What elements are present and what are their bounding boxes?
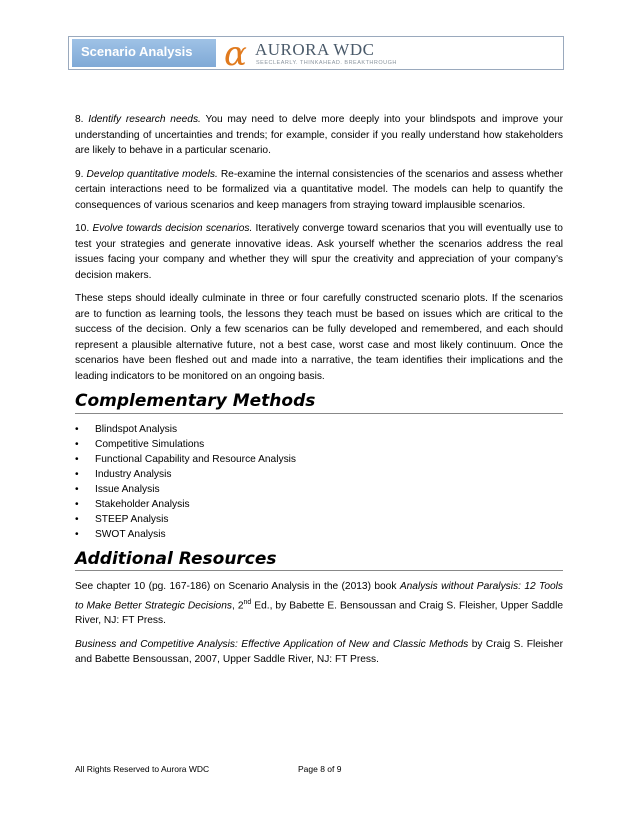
reference-title: Business and Competitive Analysis: Effective Application of New and Classic Methods: [75, 638, 469, 650]
step-title: Identify research needs.: [88, 114, 201, 125]
bullet-icon: •: [75, 528, 79, 540]
aurora-logo: [222, 34, 412, 74]
alpha-logo-icon: α: [224, 34, 247, 74]
step-9: [75, 167, 563, 214]
list-item-label: Functional Capability and Resource Analysis: [95, 453, 297, 465]
complementary-methods-list: [75, 422, 563, 542]
list-item: [75, 467, 563, 482]
list-item-label: Issue Analysis: [95, 483, 160, 495]
list-item-label: Industry Analysis: [95, 468, 172, 480]
list-item-label: Stakeholder Analysis: [95, 498, 190, 510]
step-title: Evolve towards decision scenarios.: [92, 223, 253, 234]
additional-resources-heading: Additional Resources: [75, 552, 563, 572]
list-item: [75, 497, 563, 512]
list-item-label: Blindspot Analysis: [95, 423, 178, 435]
logo-name: AURORA WDC: [255, 40, 375, 59]
reference-suffix: Ed., by Babette E. Bensoussan and Craig S. Fleisher, Upper Saddle River, NJ: FT Press.: [75, 599, 563, 627]
logo-tagline: SEECLEARLY. THINKAHEAD. BREAKTHROUGH: [256, 60, 397, 66]
footer-page-number: Page 8 of 9: [298, 764, 342, 774]
bullet-icon: •: [75, 513, 79, 525]
list-item-label: SWOT Analysis: [95, 528, 166, 540]
header-tab: [72, 39, 216, 67]
reference-2: [75, 637, 563, 668]
summary-paragraph: These steps should ideally culminate in three or four carefully constructed scenario plots. If the scenarios are to function as learning tools, the lessons they teach must be based on issues which are critical to the success of the decision. Only a few scenarios can be fully developed and remembered, and each should represent a plausible alternative future, not a best case, worst case and most likely continuum. Once the scenarios have been fleshed out and made into a narrative, the team identifies their implications and the leading indicators to be monitored on an ongoing basis.: [75, 293, 563, 382]
bullet-icon: •: [75, 483, 79, 495]
bullet-icon: •: [75, 438, 79, 450]
bullet-icon: •: [75, 468, 79, 480]
step-number: 8.: [75, 114, 84, 125]
list-item: [75, 452, 563, 467]
footer-rights: All Rights Reserved to Aurora WDC: [75, 764, 210, 774]
bullet-icon: •: [75, 423, 79, 435]
reference-edition: , 2: [231, 599, 244, 611]
reference-prefix: See chapter 10 (pg. 167-186) on Scenario Analysis in the (2013) book: [75, 581, 400, 592]
list-item: [75, 422, 563, 437]
step-8: [75, 112, 563, 159]
step-number: 10.: [75, 223, 90, 234]
step-number: 9.: [75, 168, 84, 180]
step-text: Iteratively converge toward scenarios that you will eventually use to test your strategies and generate innovative ideas. Ask yourself whether the scenarios address the real issues facing your company and whether they will spur the creativity and appreciation of your company’s decision makers.: [75, 223, 563, 281]
list-item: [75, 482, 563, 497]
document-body: [75, 112, 563, 676]
list-item-label: STEEP Analysis: [95, 513, 169, 525]
reference-title: Analysis without Paralysis: 12 Tools to Make Better Strategic Decisions: [75, 581, 564, 611]
step-text: Re-examine the internal consistencies of the scenarios and assess whether certain interactions need to be formalized via a quantitative model. The models can help to quantify the consequences of various scenarios and keep managers from straying toward implausible scenarios.: [75, 168, 563, 211]
bullet-icon: •: [75, 453, 79, 465]
step-title: Develop quantitative models.: [86, 168, 218, 180]
step-text: You may need to delve more deeply into your blindspots and improve your understanding of uncertainties and trends; for example, consider if you really understand how stakeholders are likely to behave in a particular scenario.: [75, 114, 563, 156]
reference-1: [75, 579, 563, 629]
list-item: [75, 437, 563, 452]
list-item: [75, 512, 563, 527]
complementary-methods-heading: Complementary Methods: [75, 394, 563, 414]
list-item: [75, 527, 563, 542]
list-item-label: Competitive Simulations: [95, 438, 205, 450]
header-tab-label: Scenario Analysis: [81, 44, 193, 59]
step-10: [75, 221, 563, 283]
reference-suffix: by Craig S. Fleisher and Babette Bensoussan, 2007, Upper Saddle River, NJ: FT Press.: [75, 638, 563, 666]
reference-superscript: nd: [243, 598, 252, 606]
bullet-icon: •: [75, 498, 79, 510]
